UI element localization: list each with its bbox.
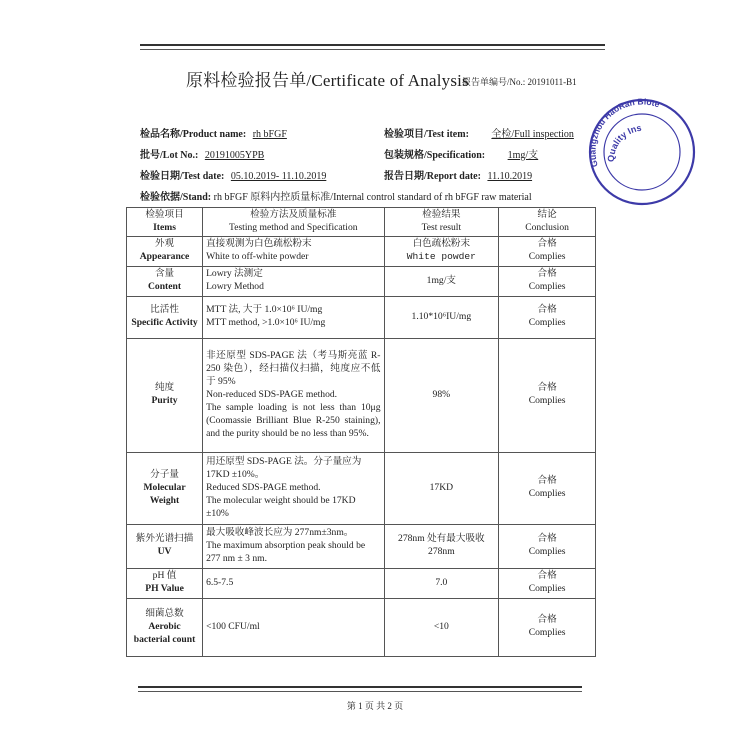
conclusion-zh: 合格 [537,570,557,582]
title-en: /Certificate of Analysis [306,71,469,90]
item-cell [127,236,203,266]
header-concl-en: Conclusion [525,221,569,233]
conclusion-zh: 合格 [537,533,557,545]
report-date-label: 报告日期/Report date: [384,171,481,182]
result-line: <10 [433,620,449,632]
method-cell [203,236,384,266]
result-cell [384,296,499,338]
method-cell [203,338,384,452]
item-en: Aerobic bacterial count [133,620,196,645]
item-en: PH Value [145,583,184,595]
item-cell [127,296,203,338]
test-item-field [384,125,578,140]
company-seal-stamp [586,96,696,206]
conclusion-zh: 合格 [537,238,557,250]
result-cell [384,598,499,656]
item-en: Purity [151,395,178,407]
header-conclusion [499,208,596,237]
lot-number-field [140,146,268,161]
result-cell [384,524,499,568]
bottom-rule-thin [138,691,582,692]
method-line: 最大吸收峰波长应为 277nm±3nm。 [206,526,354,538]
specification-field [384,146,542,161]
conclusion-en: Complies [528,583,566,595]
table-header-row [127,208,596,237]
header-items [127,208,203,237]
table-row [127,598,596,656]
method-cell [203,568,384,598]
result-cell [384,266,499,296]
title-zh: 原料检验报告单 [186,71,307,90]
method-line: The molecular weight should be 17KD ±10% [206,494,356,519]
header-concl-zh: 结论 [537,209,557,220]
conclusion-zh: 合格 [537,304,557,316]
method-cell [203,524,384,568]
bottom-rule [138,686,582,688]
top-rule [140,44,605,46]
conclusion-en: Complies [528,251,566,263]
method-cell [203,598,384,656]
test-item-label: 检验项目/Test item: [384,129,469,140]
method-line: White to off-white powder [206,251,309,263]
result-line: 278nm [428,546,455,558]
item-zh: 比活性 [150,304,179,316]
product-name-field [140,125,291,140]
specification-value: 1mg/支 [507,150,539,161]
header-result-en: Test result [421,221,462,233]
conclusion-cell [499,568,596,598]
result-cell [384,236,499,266]
conclusion-cell [499,452,596,524]
item-en: Content [148,281,182,293]
conclusion-zh: 合格 [537,475,557,487]
report-date-value: 11.10.2019 [487,171,533,182]
item-cell [127,452,203,524]
item-zh: 紫外光谱扫描 [135,533,194,545]
method-line: Non-reduced SDS-PAGE method. [206,388,338,400]
conclusion-en: Complies [528,281,566,293]
item-cell [127,338,203,452]
header-result-zh: 检验结果 [422,209,461,220]
item-en: Molecular Weight [143,481,186,506]
method-line: MTT 法, 大于 1.0×10⁶ IU/mg [206,304,323,316]
lot-number-label: 批号/Lot No.: [140,150,199,161]
method-line: The sample loading is not less than 10μg (Coomassie Brilliant Blue R-250 staining), and the purity should be no less than 95%. [206,401,381,439]
specification-label: 包装规格/Specification: [384,150,486,161]
header-items-zh: 检验项目 [145,209,184,220]
lot-number-value: 20191005YPB [204,150,265,161]
item-cell [127,524,203,568]
conclusion-cell [499,266,596,296]
method-line: 用还原型 SDS-PAGE 法。分子量应为 17KD ±10%。 [206,456,362,480]
result-cell [384,338,499,452]
product-name-value: rh bFGF [252,129,287,140]
table-row [127,236,596,266]
conclusion-cell [499,524,596,568]
table-row [127,524,596,568]
item-en: Appearance [139,251,190,263]
document-title [186,66,469,91]
item-en: Specific Activity [131,317,198,329]
conclusion-cell [499,598,596,656]
method-line: 直接观测为白色疏松粉末 [206,238,312,250]
method-line: MTT method, >1.0×10⁶ IU/mg [206,317,326,329]
header-items-en: Items [153,221,176,233]
conclusion-cell [499,296,596,338]
analysis-table [126,207,596,657]
stamp-outer-text: Guangzhou HaoRan Biote [587,96,661,169]
standard-value: rh bFGF 原料内控质量标准/Internal control standard of rh bFGF raw material [213,192,532,203]
result-line: 98% [432,388,451,400]
item-zh: 含量 [154,268,175,280]
standard-field [140,188,532,203]
table-row [127,266,596,296]
conclusion-en: Complies [528,627,566,639]
table-row [127,568,596,598]
report-number [462,75,577,88]
item-cell [127,598,203,656]
conclusion-zh: 合格 [537,614,557,626]
item-zh: pH 值 [152,570,177,582]
item-zh: 外观 [154,238,175,250]
conclusion-zh: 合格 [537,268,557,280]
test-item-value: 全检/Full inspection [491,129,574,140]
page-number: 第 1 页 共 2 页 [346,701,404,711]
item-zh: 分子量 [150,468,179,480]
conclusion-zh: 合格 [537,382,557,394]
result-line: 白色疏松粉末 [412,238,471,250]
table-row [127,296,596,338]
method-cell [203,452,384,524]
method-line: 非还原型 SDS-PAGE 法（考马斯亮蓝 R-250 染色），经扫描仪扫描，纯度应不低于 95% [206,350,381,387]
conclusion-cell [499,338,596,452]
conclusion-en: Complies [528,317,566,329]
stamp-inner-text: Quality Ins [605,122,643,163]
header-result [384,208,499,237]
result-line: 1mg/支 [426,274,456,286]
item-zh: 细菌总数 [145,607,184,619]
header-method-en: Testing method and Specification [229,221,358,233]
method-cell [203,296,384,338]
test-date-field [140,167,330,182]
report-no-value: 20191011-B1 [527,77,577,87]
item-cell [127,568,203,598]
item-cell [127,266,203,296]
header-method [203,208,384,237]
report-date-field [384,167,536,182]
report-no-label: 报告单编号/No.: [462,77,526,87]
method-cell [203,266,384,296]
method-line: Lowry Method [206,281,264,293]
method-line: Lowry 法测定 [206,268,263,280]
test-date-value: 05.10.2019- 11.10.2019 [230,171,327,182]
result-line: White powder [406,251,476,263]
result-line: 7.0 [435,576,448,588]
table-row [127,338,596,452]
result-line: 1.10*10⁶IU/mg [411,310,472,322]
item-en: UV [157,546,172,558]
conclusion-en: Complies [528,395,566,407]
result-line: 17KD [429,481,454,493]
method-line: The maximum absorption peak should be 277 nm ± 3 nm. [206,539,366,564]
standard-label: 检验依据/Stand: [140,192,212,203]
conclusion-cell [499,236,596,266]
method-line: <100 CFU/ml [206,620,260,632]
top-rule-thin [140,49,605,50]
result-cell [384,568,499,598]
conclusion-en: Complies [528,488,566,500]
table-row [127,452,596,524]
header-method-zh: 检验方法及质量标准 [250,209,337,220]
test-date-label: 检验日期/Test date: [140,171,225,182]
method-line: Reduced SDS-PAGE method. [206,481,321,493]
result-line: 278nm 处有最大吸收 [398,533,485,545]
product-name-label: 检品名称/Product name: [140,129,247,140]
method-line: 6.5-7.5 [206,576,234,588]
conclusion-en: Complies [528,546,566,558]
item-zh: 纯度 [154,382,175,394]
result-cell [384,452,499,524]
